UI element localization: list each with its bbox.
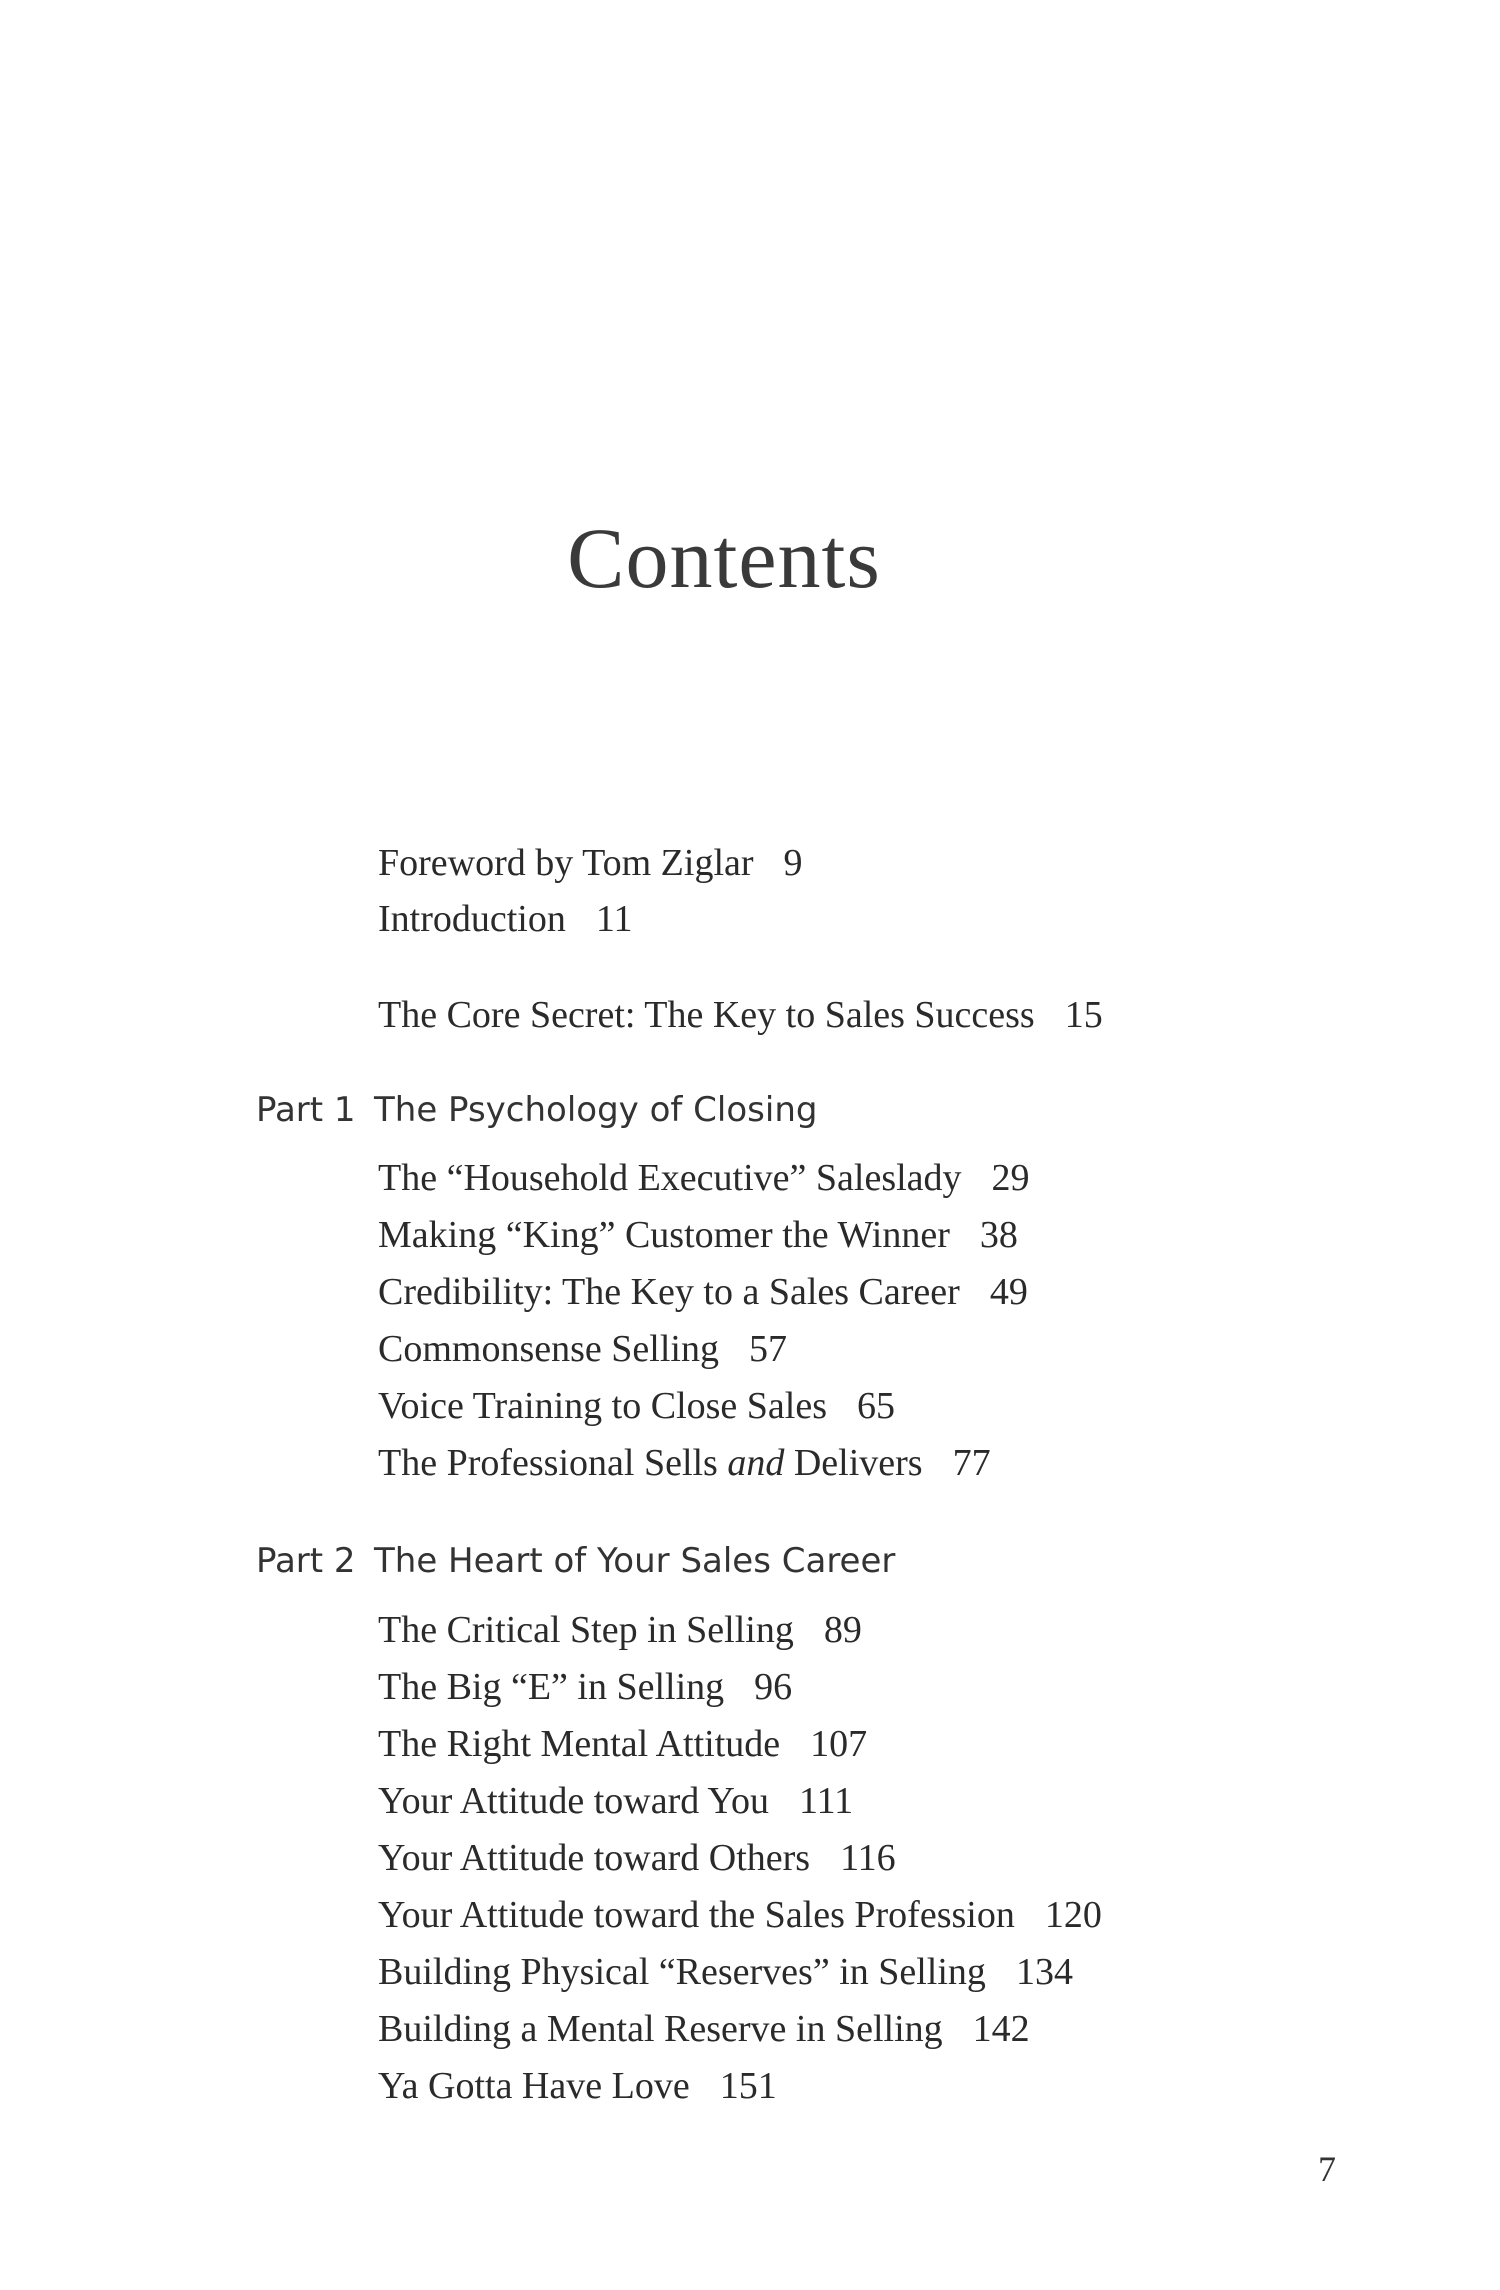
entry-title: Introduction — [378, 898, 566, 940]
part-heading-2 — [256, 1538, 895, 1584]
page-folio-number: 7 — [1318, 2149, 1336, 2189]
entry-page-number: 89 — [823, 1609, 862, 1651]
part-heading-1 — [256, 1087, 817, 1133]
entry-title: Making “King” Customer the Winner — [378, 1214, 950, 1256]
entry-page-number: 111 — [798, 1780, 854, 1822]
entry-page-number: 151 — [719, 2065, 777, 2107]
entry-title-end: Delivers — [784, 1442, 923, 1484]
entry-title: The Right Mental Attitude — [378, 1723, 781, 1765]
entry-page-number: 57 — [748, 1328, 787, 1370]
entry-page-number: 38 — [979, 1214, 1018, 1256]
entry-title: Foreword by Tom Ziglar — [378, 842, 754, 884]
entry-page-number: 134 — [1015, 1951, 1073, 1993]
entry-title: Building a Mental Reserve in Selling — [378, 2008, 943, 2050]
entry-title-emphasis: and — [727, 1442, 785, 1484]
entry-title: Commonsense Selling — [378, 1328, 719, 1370]
entry-page-number: 15 — [1064, 994, 1103, 1036]
entry-title: The Big “E” in Selling — [378, 1666, 725, 1708]
entry-page-number: 9 — [783, 842, 803, 884]
entry-page-number: 107 — [810, 1723, 868, 1765]
entry-page-number: 120 — [1044, 1894, 1102, 1936]
page-title: Contents — [567, 510, 881, 606]
entry-title: The Core Secret: The Key to Sales Success — [378, 994, 1035, 1036]
part-label: Part 1 — [256, 1090, 356, 1130]
entry-page-number: 65 — [857, 1385, 895, 1427]
entry-page-number: 116 — [840, 1837, 896, 1879]
entry-page-number: 29 — [991, 1157, 1030, 1199]
entry-title: Your Attitude toward Others — [378, 1837, 811, 1879]
entry-page-number: 11 — [595, 898, 633, 940]
part-title: The Heart of Your Sales Career — [374, 1541, 896, 1581]
entry-title: Credibility: The Key to a Sales Career — [378, 1271, 960, 1313]
entry-page-number: 77 — [952, 1442, 991, 1484]
entry-title: The Critical Step in Selling — [378, 1609, 794, 1651]
entry-title: Ya Gotta Have Love — [378, 2065, 690, 2107]
entry-title: Building Physical “Reserves” in Selling — [378, 1951, 986, 1993]
part-label: Part 2 — [256, 1541, 356, 1581]
entry-title-start: The Professional Sells — [378, 1442, 728, 1484]
entry-title: Voice Training to Close Sales — [378, 1385, 827, 1427]
entry-title: Your Attitude toward the Sales Profession — [378, 1894, 1015, 1936]
entry-title: Your Attitude toward You — [378, 1780, 769, 1822]
entry-title: The “Household Executive” Saleslady — [378, 1157, 962, 1199]
entry-page-number: 96 — [754, 1666, 793, 1708]
part-title: The Psychology of Closing — [374, 1090, 818, 1130]
entry-page-number: 49 — [989, 1271, 1028, 1313]
entry-page-number: 142 — [972, 2008, 1030, 2050]
